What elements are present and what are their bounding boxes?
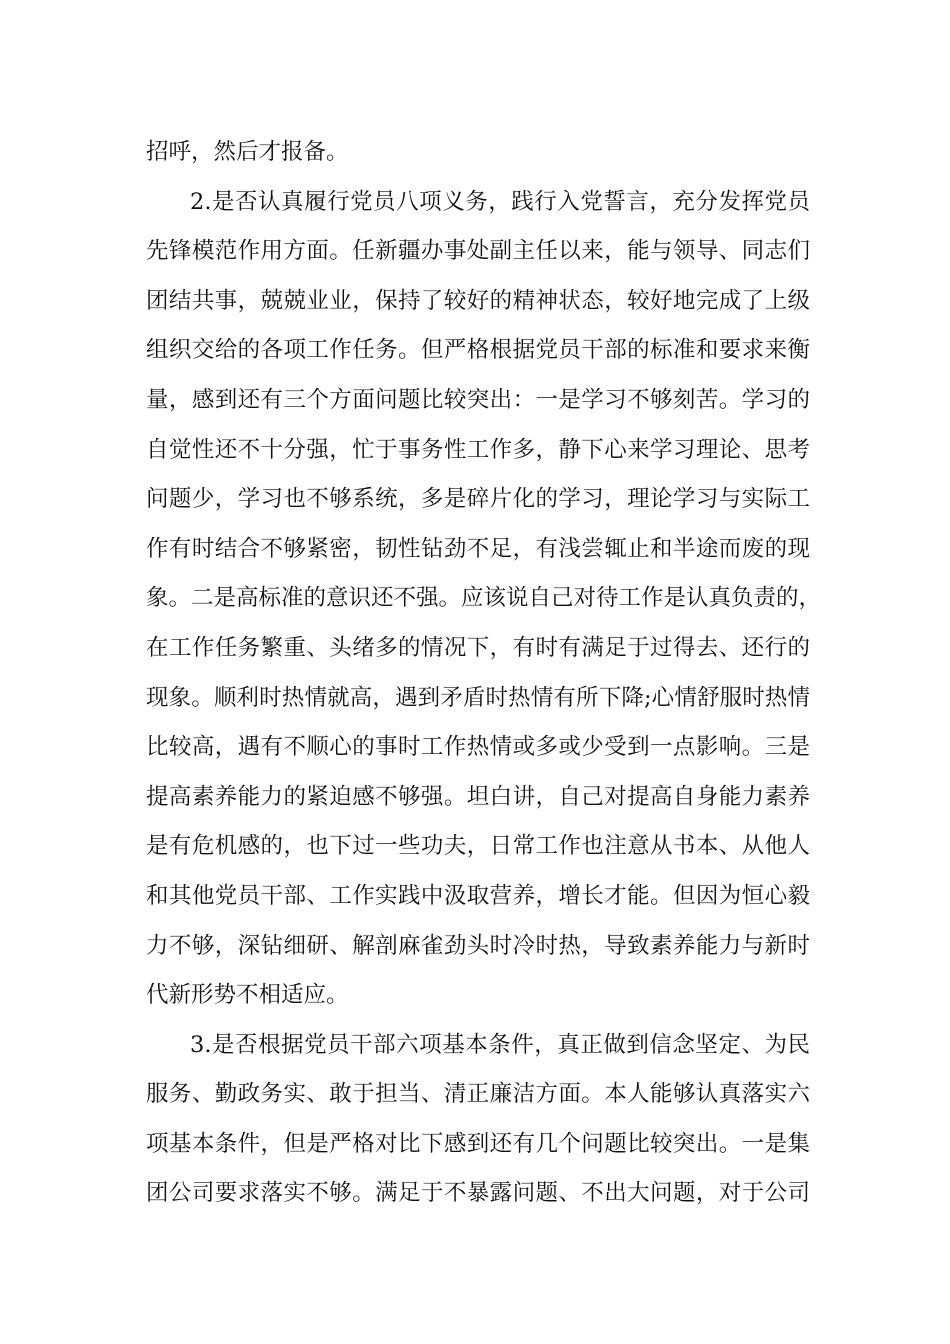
text-line: 现象。顺利时热情就高，遇到矛盾时热情有所下降;心情舒服时热情 [146, 684, 810, 711]
text-line: 3.是否根据党员干部六项基本条件，真正做到信念坚定、为民 [190, 1031, 810, 1058]
text-line: 量，感到还有三个方面问题比较突出：一是学习不够刻苦。学习的 [146, 386, 810, 413]
text-line: 比较高，遇有不顺心的事时工作热情或多或少受到一点影响。三是 [146, 734, 810, 761]
text-line: 象。二是高标准的意识还不强。应该说自己对待工作是认真负责的， [146, 585, 822, 612]
text-line: 问题少，学习也不够系统，多是碎片化的学习，理论学习与实际工 [146, 486, 810, 513]
text-line: 团结共事，兢兢业业，保持了较好的精神状态，较好地完成了上级 [146, 287, 810, 314]
text-line: 和其他党员干部、工作实践中汲取营养，增长才能。但因为恒心毅 [146, 882, 810, 909]
text-line: 力不够，深钻细研、解剖麻雀劲头时冷时热，导致素养能力与新时 [146, 932, 810, 959]
text-line: 团公司要求落实不够。满足于不暴露问题、不出大问题，对于公司 [146, 1180, 810, 1207]
text-line: 代新形势不相适应。 [146, 982, 349, 1009]
text-line: 提高素养能力的紧迫感不够强。坦白讲，自己对提高自身能力素养 [146, 783, 810, 810]
text-line: 自觉性还不十分强，忙于事务性工作多，静下心来学习理论、思考 [146, 436, 810, 463]
text-line: 作有时结合不够紧密，韧性钻劲不足，有浅尝辄止和半途而废的现 [146, 535, 810, 562]
text-line: 服务、勤政务实、敢于担当、清正廉洁方面。本人能够认真落实六 [146, 1081, 810, 1108]
text-line: 是有危机感的，也下过一些功夫，日常工作也注意从书本、从他人 [146, 833, 810, 860]
text-line: 在工作任务繁重、头绪多的情况下，有时有满足于过得去、还行的 [146, 634, 810, 661]
text-line: 组织交给的各项工作任务。但严格根据党员干部的标准和要求来衡 [146, 337, 810, 364]
text-line: 招呼，然后才报备。 [146, 139, 349, 165]
text-line: 先锋模范作用方面。任新疆办事处副主任以来，能与领导、同志们 [146, 238, 810, 265]
text-line: 项基本条件，但是严格对比下感到还有几个问题比较突出。一是集 [146, 1130, 810, 1157]
document-body [146, 128, 822, 1219]
text-line: 2.是否认真履行党员八项义务，践行入党誓言，充分发挥党员 [190, 188, 810, 215]
